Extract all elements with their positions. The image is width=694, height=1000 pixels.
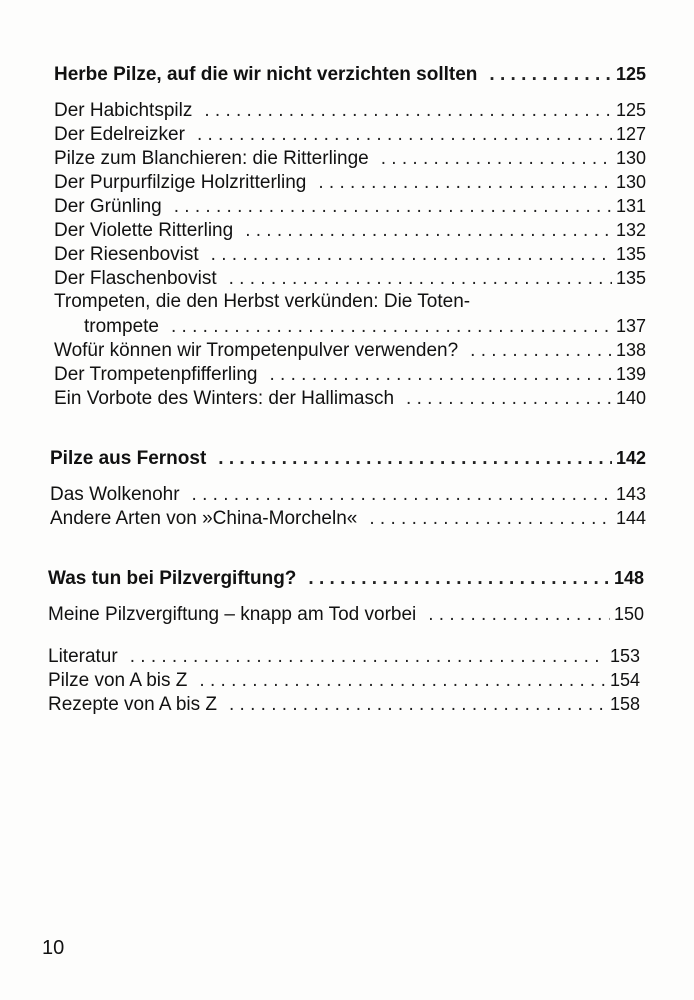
- toc-heading-page: 142: [615, 448, 646, 468]
- leader-dots: [229, 267, 612, 291]
- leader-dots: [406, 387, 612, 411]
- leader-dots: [489, 63, 612, 87]
- toc-entry-title: Der Purpurfilzige Holzritterling: [54, 172, 307, 193]
- page-number: 10: [42, 937, 65, 959]
- toc-entry-page: 150: [613, 604, 644, 624]
- leader-dots: [269, 363, 611, 387]
- toc-entry: [48, 602, 644, 627]
- toc-entry-page: 144: [615, 508, 646, 528]
- toc-entry-title-line1: Trompeten, die den Herbst verkünden: Die Toten-: [54, 291, 471, 312]
- toc-entry-title: Wofür können wir Trompetenpulver verwenden?: [54, 340, 459, 361]
- toc-entry-title: Pilze zum Blanchieren: die Ritterlinge: [54, 148, 369, 169]
- toc-entry: [54, 170, 646, 195]
- toc-heading-page: 148: [613, 568, 644, 588]
- toc-entry-page: 127: [615, 124, 646, 144]
- toc-entry-title: Das Wolkenohr: [50, 484, 180, 505]
- toc-entry: [54, 242, 646, 267]
- toc-heading-title: Was tun bei Pilzvergiftung?: [48, 568, 297, 589]
- leader-dots: [204, 99, 612, 123]
- toc-entry-page: 135: [615, 268, 646, 288]
- toc-entry-page: 154: [609, 670, 640, 690]
- toc-entry-title: Ein Vorbote des Winters: der Hallimasch: [54, 388, 395, 409]
- leader-dots: [381, 147, 612, 171]
- toc-heading-page: 125: [615, 64, 646, 84]
- toc-entry-title: Der Grünling: [54, 196, 162, 217]
- toc-entry-title: Pilze von A bis Z: [48, 670, 188, 691]
- leader-dots: [245, 219, 612, 243]
- toc-entry-page: 138: [615, 340, 646, 360]
- toc-appendix-entry: [48, 668, 640, 693]
- toc-entry-title: Meine Pilzvergiftung – knapp am Tod vorbei: [48, 604, 417, 625]
- toc-entry: [54, 122, 646, 147]
- toc-entry: [54, 338, 646, 363]
- toc-entry: [54, 266, 646, 291]
- toc-entry-title: Rezepte von A bis Z: [48, 694, 217, 715]
- toc-entry: [54, 362, 646, 387]
- leader-dots: [369, 507, 612, 531]
- toc-entry: [54, 218, 646, 243]
- toc-entry-page: 125: [615, 100, 646, 120]
- toc-entry-page: 135: [615, 244, 646, 264]
- toc-entry-page: 140: [615, 388, 646, 408]
- toc-entry: [54, 194, 646, 219]
- leader-dots: [308, 567, 610, 591]
- toc-entry-title: Andere Arten von »China-Morcheln«: [50, 508, 358, 529]
- leader-dots: [211, 243, 612, 267]
- leader-dots: [199, 669, 606, 693]
- toc-section-heading: [50, 446, 646, 471]
- toc-entry-page: 137: [615, 316, 646, 336]
- toc-appendix-entry: [48, 644, 640, 669]
- toc-entry-title: Der Trompetenpfifferling: [54, 364, 258, 385]
- toc-entry-title: Der Violette Ritterling: [54, 220, 234, 241]
- toc-entry-page: 158: [609, 694, 640, 714]
- toc-entry-title: Literatur: [48, 646, 118, 667]
- toc-section-heading: [54, 62, 646, 87]
- toc-entry-title: Der Riesenbovist: [54, 244, 199, 265]
- toc-entry-page: 130: [615, 148, 646, 168]
- leader-dots: [470, 339, 612, 363]
- leader-dots: [192, 483, 612, 507]
- leader-dots: [174, 195, 612, 219]
- toc-entry-title: Der Flaschenbovist: [54, 268, 217, 289]
- toc-heading-title: Pilze aus Fernost: [50, 448, 207, 469]
- toc-entry-page: 139: [615, 364, 646, 384]
- toc-heading-title: Herbe Pilze, auf die wir nicht verzichten sollten: [54, 64, 478, 85]
- toc-entry: [54, 146, 646, 171]
- leader-dots: [428, 603, 610, 627]
- leader-dots: [218, 447, 612, 471]
- toc-appendix-entry: [48, 692, 640, 717]
- toc-section-heading: [48, 566, 644, 591]
- toc-entry: [50, 482, 646, 507]
- toc-entry-page: 153: [609, 646, 640, 666]
- leader-dots: [171, 315, 612, 339]
- toc-entry: [50, 506, 646, 531]
- leader-dots: [229, 693, 606, 717]
- leader-dots: [197, 123, 612, 147]
- toc-entry-title: Der Edelreizker: [54, 124, 185, 145]
- toc-entry: [54, 386, 646, 411]
- toc-entry-title: Der Habichtspilz: [54, 100, 193, 121]
- toc-entry-page: 132: [615, 220, 646, 240]
- leader-dots: [130, 645, 606, 669]
- toc-entry: [84, 314, 646, 339]
- leader-dots: [318, 171, 612, 195]
- toc-entry-title: trompete: [84, 316, 159, 337]
- toc-entry-page: 130: [615, 172, 646, 192]
- toc-entry: [54, 98, 646, 123]
- toc-entry-page: 143: [615, 484, 646, 504]
- toc-entry-page: 131: [615, 196, 646, 216]
